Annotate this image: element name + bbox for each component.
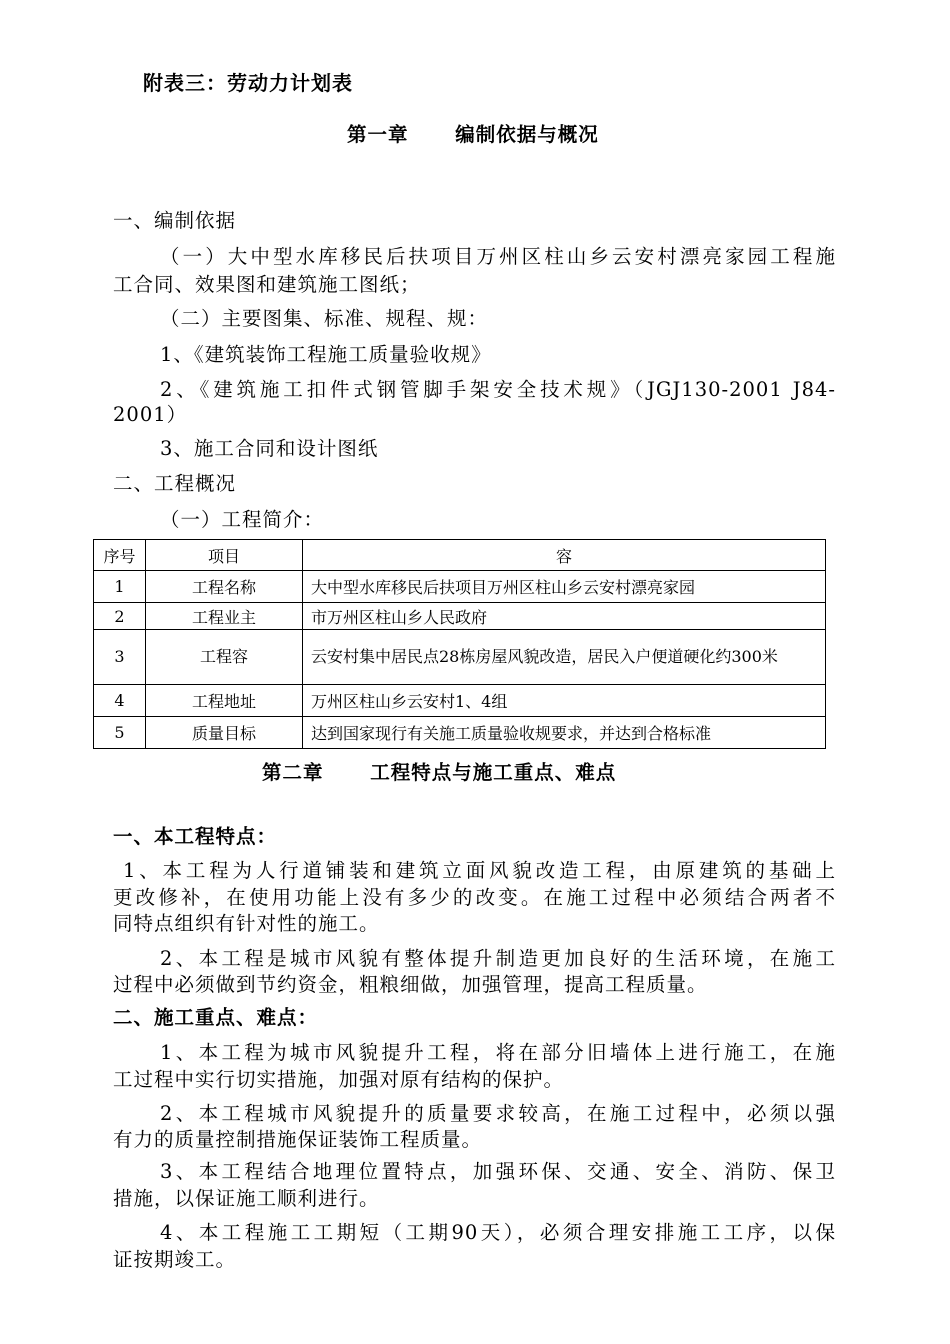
cell-content: 万州区柱山乡云安村1、4组 xyxy=(303,685,826,717)
header-no: 序号 xyxy=(94,540,146,571)
chapter1-title: 第一章 编制依据与概况 xyxy=(347,123,599,146)
cell-no: 1 xyxy=(94,571,146,603)
table-row xyxy=(94,571,826,603)
difficulty-2-line-2: 有力的质量控制措施保证装饰工程质量。 xyxy=(113,1128,483,1151)
cell-item: 工程业主 xyxy=(146,603,303,630)
features-heading: 一、本工程特点： xyxy=(113,825,278,848)
difficulty-3-line-2: 措施，以保证施工顺利进行。 xyxy=(113,1187,380,1210)
cell-no: 2 xyxy=(94,603,146,630)
difficulty-4-line-1: 4、本工程施工工期短（工期90天），必须合理安排施工工序，以保 xyxy=(160,1221,836,1244)
cell-item: 工程容 xyxy=(146,630,303,685)
basis-item-1-line-2: 工合同、效果图和建筑施工图纸； xyxy=(113,273,421,296)
feature-1-line-2: 更改修补，在使用功能上没有多少的改变。在施工过程中必须结合两者不 xyxy=(113,886,836,909)
cell-item: 工程地址 xyxy=(146,685,303,717)
spec-2-line-2: 2001） xyxy=(113,403,188,426)
spec-2-line-1: 2、《建筑施工扣件式钢管脚手架安全技术规》（JGJ130-2001 J84- xyxy=(160,378,836,401)
intro-heading: （一）工程简介： xyxy=(160,508,325,531)
feature-2-line-2: 过程中必须做到节约资金，粗粮细做，加强管理，提高工程质量。 xyxy=(113,973,708,996)
difficulties-heading: 二、施工重点、难点： xyxy=(113,1006,319,1029)
table-row xyxy=(94,717,826,749)
table-row xyxy=(94,685,826,717)
feature-1-line-1: 1、本工程为人行道铺装和建筑立面风貌改造工程，由原建筑的基础上 xyxy=(123,859,836,882)
cell-item: 工程名称 xyxy=(146,571,303,603)
difficulty-3-line-1: 3、本工程结合地理位置特点，加强环保、交通、安全、消防、保卫 xyxy=(160,1160,836,1183)
cell-no: 3 xyxy=(94,630,146,685)
cell-no: 5 xyxy=(94,717,146,749)
table-row xyxy=(94,603,826,630)
cell-no: 4 xyxy=(94,685,146,717)
difficulty-1-line-1: 1、本工程为城市风貌提升工程，将在部分旧墙体上进行施工，在施 xyxy=(160,1041,836,1064)
cell-content: 大中型水库移民后扶项目万州区柱山乡云安村漂亮家园 xyxy=(303,571,826,603)
section1-heading: 一、编制依据 xyxy=(113,209,237,232)
cell-content: 云安村集中居民点28栋房屋风貌改造，居民入户便道硬化约300米 xyxy=(303,630,826,685)
section2-heading: 二、工程概况 xyxy=(113,472,237,495)
header-item: 项目 xyxy=(146,540,303,571)
header-content: 容 xyxy=(303,540,826,571)
appendix-title: 附表三：劳动力计划表 xyxy=(143,71,353,95)
chapter2-title: 第二章 工程特点与施工重点、难点 xyxy=(262,761,617,784)
spec-3: 3、施工合同和设计图纸 xyxy=(160,437,379,460)
spec-1: 1、《建筑装饰工程施工质量验收规》 xyxy=(160,343,492,366)
basis-item-2: （二）主要图集、标准、规程、规： xyxy=(160,307,489,330)
difficulty-2-line-1: 2、本工程城市风貌提升的质量要求较高，在施工过程中，必须以强 xyxy=(160,1102,836,1125)
cell-content: 达到国家现行有关施工质量验收规要求，并达到合格标准 xyxy=(303,717,826,749)
difficulty-1-line-2: 工过程中实行切实措施，加强对原有结构的保护。 xyxy=(113,1068,565,1091)
feature-2-line-1: 2、本工程是城市风貌有整体提升制造更加良好的生活环境，在施工 xyxy=(160,947,836,970)
cell-content: 市万州区柱山乡人民政府 xyxy=(303,603,826,630)
table-row xyxy=(94,630,826,685)
project-info-table xyxy=(93,539,826,749)
feature-1-line-3: 同特点组织有针对性的施工。 xyxy=(113,912,380,935)
cell-item: 质量目标 xyxy=(146,717,303,749)
table-header-row xyxy=(94,540,826,571)
difficulty-4-line-2: 证按期竣工。 xyxy=(113,1248,237,1271)
basis-item-1-line-1: （一）大中型水库移民后扶项目万州区柱山乡云安村漂亮家园工程施 xyxy=(160,245,836,268)
